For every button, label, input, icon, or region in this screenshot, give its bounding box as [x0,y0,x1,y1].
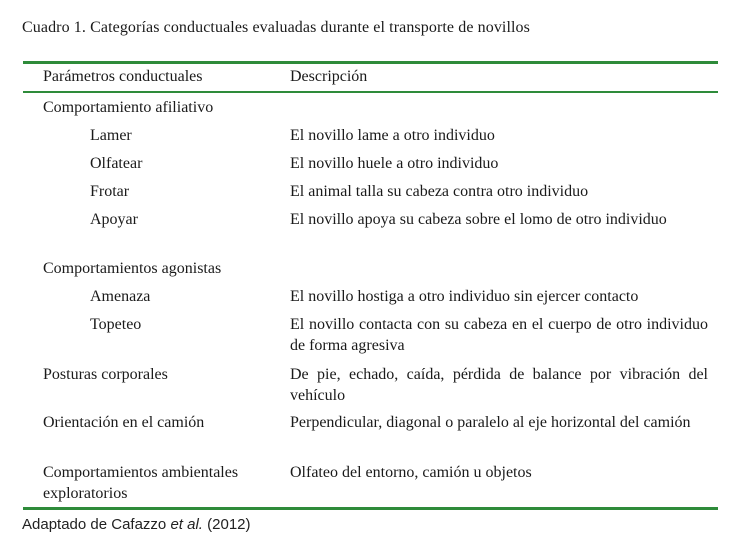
param-apoyar: Apoyar [90,211,138,228]
top-rule [23,61,718,64]
param-amenaza: Amenaza [90,288,151,305]
category-affiliative: Comportamiento afiliativo [43,99,214,116]
header-rule [23,91,718,93]
source-et-al: et al. [170,516,203,533]
header-description: Descripción [290,68,368,85]
param-topeteo: Topeteo [90,316,142,333]
table-caption: Cuadro 1. Categorías conductuales evaluadas durante el transporte de novillos [22,19,530,36]
param-frotar: Frotar [90,183,130,200]
desc-apoyar: El novillo apoya su cabeza sobre el lomo de otro individuo [290,211,667,228]
param-lamer: Lamer [90,127,132,144]
desc-topeteo: El novillo contacta con su cabeza en el cuerpo de otro individuo de forma agresiva [290,316,708,354]
desc-lamer: El novillo lame a otro individuo [290,127,495,144]
param-ambientales: Comportamientos ambientales exploratorios [43,464,239,502]
desc-orientacion: Perpendicular, diagonal o paralelo al eje horizontal del camión [290,414,691,431]
category-agonistic: Comportamientos agonistas [43,260,222,277]
param-orientacion: Orientación en el camión [43,414,205,431]
desc-amenaza: El novillo hostiga a otro individuo sin ejercer contacto [290,288,639,305]
desc-frotar: El animal talla su cabeza contra otro individuo [290,183,589,200]
source-suffix: (2012) [202,516,251,533]
bottom-rule [23,507,718,510]
param-olfatear: Olfatear [90,155,143,172]
desc-posturas: De pie, echado, caída, pérdida de balance por vibración del vehículo [290,366,708,404]
source-prefix: Adaptado de Cafazzo [22,516,171,533]
desc-olfatear: El novillo huele a otro individuo [290,155,499,172]
desc-ambientales: Olfateo del entorno, camión u objetos [290,464,532,481]
source-note [22,516,251,533]
param-posturas: Posturas corporales [43,366,168,383]
header-parameters: Parámetros conductuales [43,68,203,85]
